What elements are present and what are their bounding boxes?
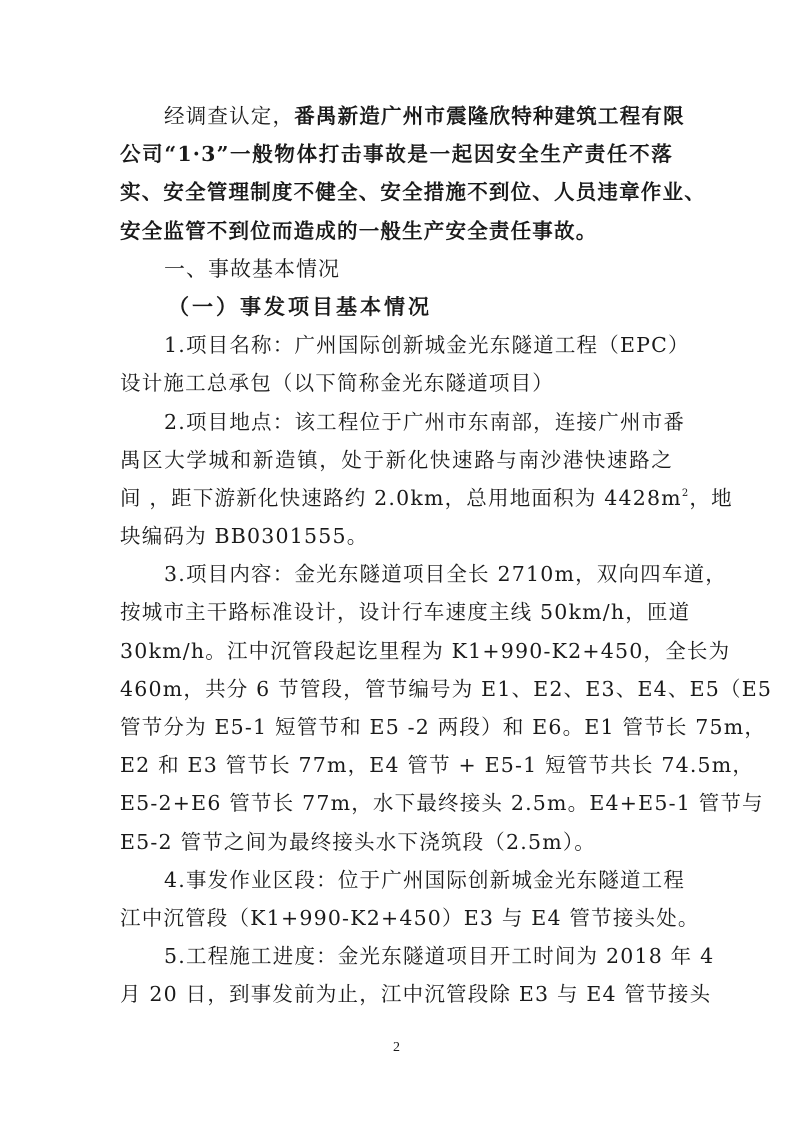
item-4-line-1: 4.事发作业区段：位于广州国际创新城金光东隧道工程 xyxy=(164,867,686,892)
document-body xyxy=(120,97,773,1014)
item-3-line-6: E2 和 E3 管节长 77m，E4 管节 + E5-1 短管节共长 74.5m， xyxy=(120,753,755,778)
section-heading: 一、事故基本情况 xyxy=(164,256,340,281)
page-number: 2 xyxy=(393,1040,400,1055)
summary-line-4: 安全监管不到位而造成的一般生产安全责任事故。 xyxy=(120,218,598,243)
item-5-line-2: 月 20 日，到事发前为止，江中沉管段除 E3 与 E4 管节接头 xyxy=(120,982,712,1007)
item-4-line-2: 江中沉管段（K1+990-K2+450）E3 与 E4 管节接头处。 xyxy=(120,905,700,930)
summary-line-1 xyxy=(120,97,685,135)
item-3-line-8: E5-2 管节之间为最终接头水下浇筑段（2.5m）。 xyxy=(120,829,596,854)
item-3-line-7: E5-2+E6 管节长 77m，水下最终接头 2.5m。E4+E5-1 管节与 xyxy=(120,791,764,816)
item-5-line-1: 5.工程施工进度：金光东隧道项目开工时间为 2018 年 4 xyxy=(164,944,715,969)
item-3-line-2: 按城市主干路标准设计，设计行车速度主线 50km/h，匝道 xyxy=(120,600,691,625)
summary-line-3: 实、安全管理制度不健全、安全措施不到位、人员违章作业、 xyxy=(120,180,706,205)
item-3-line-5: 管节分为 E5-1 短管节和 E5 -2 两段）和 E6。E1 管节长 75m， xyxy=(120,715,767,739)
item-1-line-2: 设计施工总承包（以下简称金光东隧道项目） xyxy=(120,371,554,396)
summary-intro: 经调查认定， xyxy=(164,104,295,128)
area-superscript: 2 xyxy=(681,487,690,499)
item-1-line-1: 1.项目名称：广州国际创新城金光东隧道工程（EPC） xyxy=(164,333,690,358)
item-3-line-4: 460m，共分 6 节管段，管节编号为 E1、E2、E3、E4、E5（E5 xyxy=(120,676,773,701)
item-3-line-1: 3.项目内容：金光东隧道项目全长 2710m，双向四车道， xyxy=(164,562,727,587)
item-2-line-3-tail: ，地 xyxy=(689,485,733,510)
item-2-line-2: 禺区大学城和新造镇，处于新化快速路与南沙港快速路之 xyxy=(120,447,673,472)
item-2-line-4: 块编码为 BB0301555。 xyxy=(120,524,369,549)
item-3-line-3: 30km/h。江中沉管段起讫里程为 K1+990-K2+450，全长为 xyxy=(120,638,731,663)
item-2-line-3 xyxy=(120,479,733,517)
item-2-line-1: 2.项目地点：该工程位于广州市东南部，连接广州市番 xyxy=(164,409,686,434)
summary-company: 番禺新造广州市震隆欣特种建筑工程有限 xyxy=(294,104,685,128)
item-2-line-3-text: 间 ，距下游新化快速路约 2.0km，总用地面积为 4428m xyxy=(120,485,682,510)
summary-line-2: 公司“1·3”一般物体打击事故是一起因安全生产责任不落 xyxy=(120,142,673,167)
subsection-heading: （一）事发项目基本情况 xyxy=(168,293,432,319)
